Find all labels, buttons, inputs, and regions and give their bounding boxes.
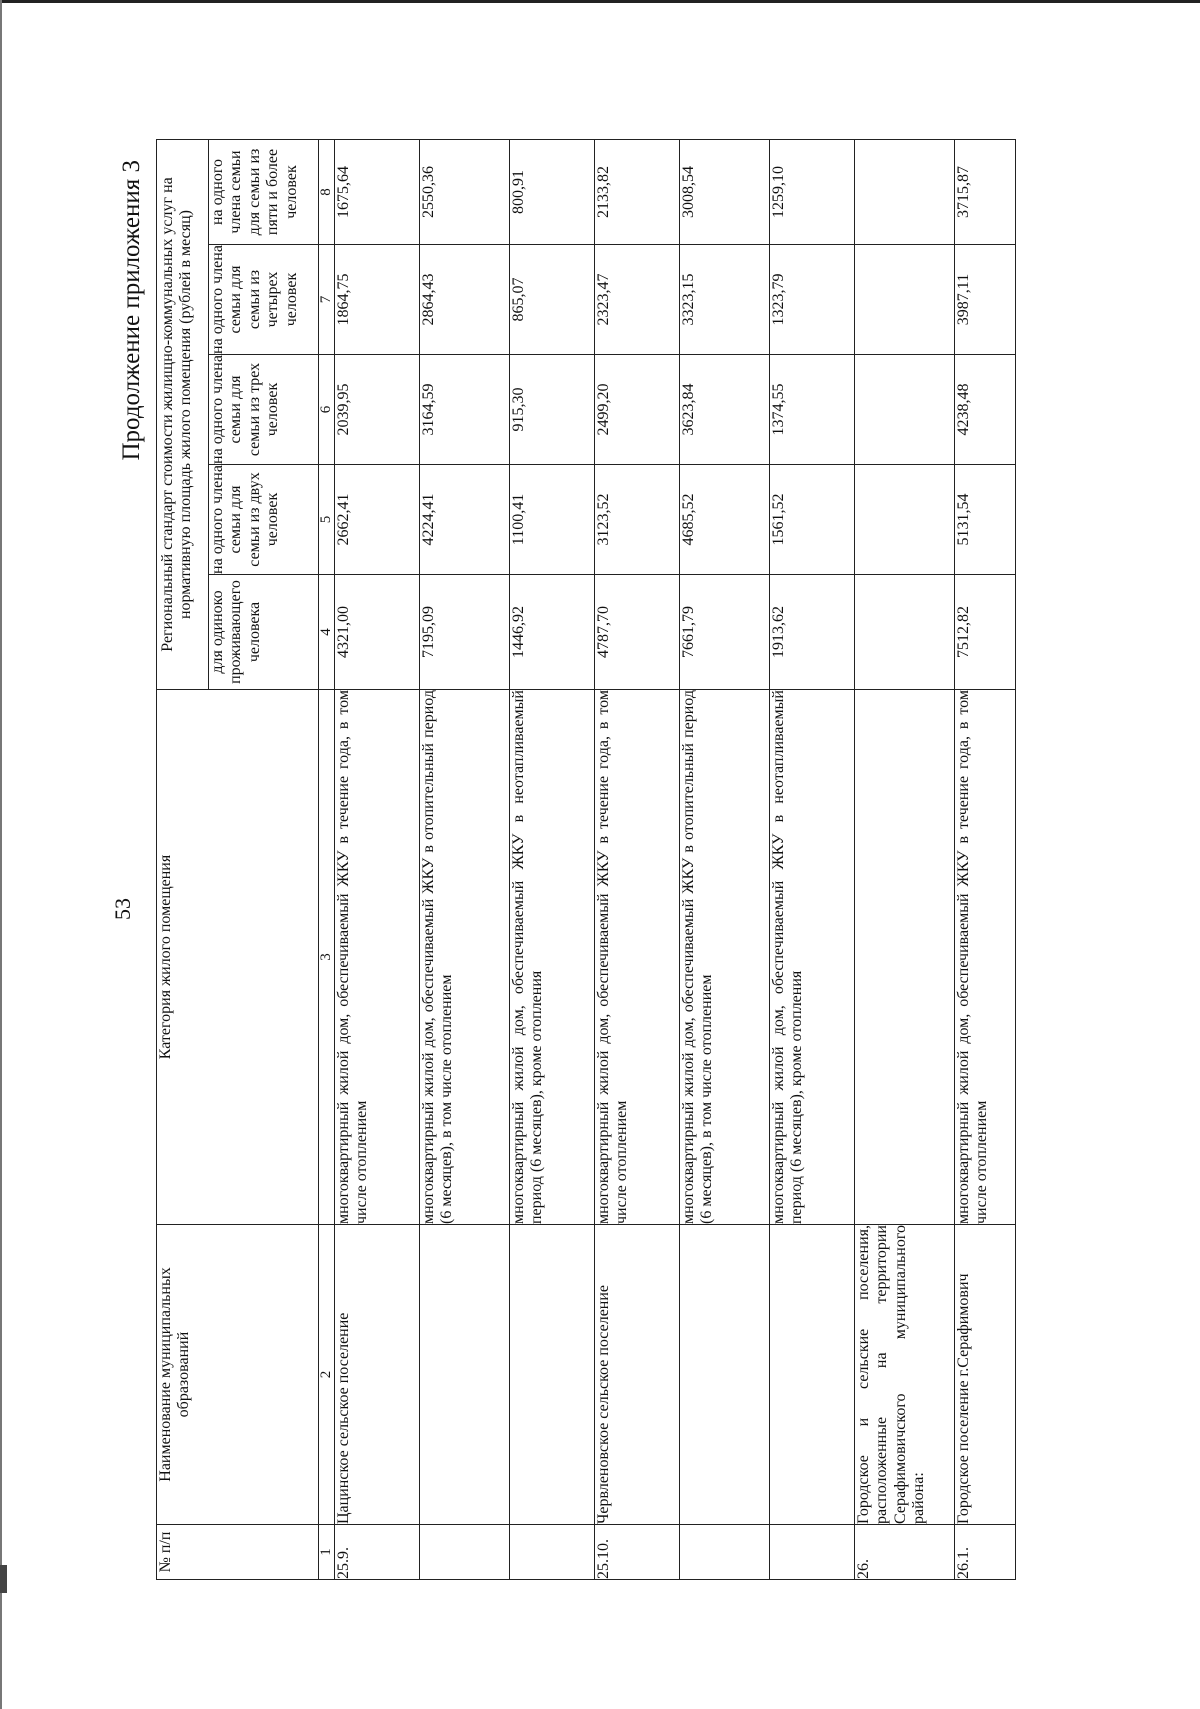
header-standard: Региональный стандарт стоимости жилищно-коммунальных услуг на нормативную площадь жилого помещения (рублей в месяц) (157, 140, 209, 690)
row-number (420, 1525, 510, 1580)
value-four: 3987,11 (955, 245, 1016, 355)
scan-mark (0, 1565, 7, 1593)
value-two: 5131,54 (955, 465, 1016, 575)
table-row (595, 140, 680, 1580)
housing-category: многоквартирный жилой дом, обеспечиваемый ЖКУ в неотапливаемый период (6 месяцев), кроме отопления (770, 690, 855, 1225)
continuation-title: Продолжение приложения 3 (118, 160, 145, 461)
municipality-name (510, 1225, 595, 1525)
col-number: 5 (319, 465, 335, 575)
col-number: 1 (319, 1525, 335, 1580)
row-number (770, 1525, 855, 1580)
row-number: 26.1. (955, 1525, 1016, 1580)
value-two: 4224,41 (420, 465, 510, 575)
municipality-name: Городское поселение г.Серафимович (955, 1225, 1016, 1525)
value-single: 7195,09 (420, 575, 510, 690)
value-five: 1259,10 (770, 140, 855, 245)
col-number: 6 (319, 355, 335, 465)
housing-category: многоквартирный жилой дом, обеспечиваемый ЖКУ в отопительный период (6 месяцев), в том числе отоплением (420, 690, 510, 1225)
housing-category: многоквартирный жилой дом, обеспечиваемый ЖКУ в течение года, в том числе отоплением (955, 690, 1016, 1225)
row-number: 26. (855, 1525, 955, 1580)
col-number: 8 (319, 140, 335, 245)
value-four: 2323,47 (595, 245, 680, 355)
value-three: 4238,48 (955, 355, 1016, 465)
housing-category (855, 690, 955, 1225)
housing-category: многоквартирный жилой дом, обеспечиваемый ЖКУ в неотапливаемый период (6 месяцев), кроме отопления (510, 690, 595, 1225)
municipality-name (680, 1225, 770, 1525)
value-five: 2133,82 (595, 140, 680, 245)
row-number: 25.9. (335, 1525, 420, 1580)
col-number: 2 (319, 1225, 335, 1525)
value-three: 2499,20 (595, 355, 680, 465)
value-single: 4321,00 (335, 575, 420, 690)
value-five: 2550,36 (420, 140, 510, 245)
value-five: 1675,64 (335, 140, 420, 245)
value-five: 3008,54 (680, 140, 770, 245)
value-four: 1323,79 (770, 245, 855, 355)
value-four: 3323,15 (680, 245, 770, 355)
rotated-page (90, 140, 1120, 1620)
value-three: 3623,84 (680, 355, 770, 465)
value-three: 1374,55 (770, 355, 855, 465)
table-row (680, 140, 770, 1580)
header-no: № п/п (157, 1525, 319, 1580)
row-number (680, 1525, 770, 1580)
header-sub-two: на одного члена семьи для семьи из двух человек (209, 465, 319, 575)
value-four (855, 245, 955, 355)
value-three: 2039,95 (335, 355, 420, 465)
value-single (855, 575, 955, 690)
municipality-name: Цацинское сельское поселение (335, 1225, 420, 1525)
table-row (855, 140, 955, 1580)
table-row (335, 140, 420, 1580)
tariff-table (156, 139, 1016, 1580)
table-row (420, 140, 510, 1580)
value-single: 1446,92 (510, 575, 595, 690)
header-category: Категория жилого помещения (157, 690, 319, 1225)
value-single: 7512,82 (955, 575, 1016, 690)
value-three (855, 355, 955, 465)
value-four: 2864,43 (420, 245, 510, 355)
value-single: 1913,62 (770, 575, 855, 690)
value-two (855, 465, 955, 575)
table-row (955, 140, 1016, 1580)
value-single: 7661,79 (680, 575, 770, 690)
housing-category: многоквартирный жилой дом, обеспечиваемый ЖКУ в течение года, в том числе отоплением (595, 690, 680, 1225)
col-number: 7 (319, 245, 335, 355)
value-four: 865,07 (510, 245, 595, 355)
header-sub-four: на одного члена семьи для семьи из четырех человек (209, 245, 319, 355)
scan-edge-left (0, 0, 2, 1709)
value-four: 1864,75 (335, 245, 420, 355)
page-number: 53 (110, 898, 135, 920)
row-number (510, 1525, 595, 1580)
municipality-name: Городское и сельские поселения, расположенные на территории Серафимовичского муниципального района: (855, 1225, 955, 1525)
scan-edge-top (0, 0, 1200, 3)
value-three: 3164,59 (420, 355, 510, 465)
value-two: 3123,52 (595, 465, 680, 575)
header-sub-five: на одного члена семьи для семьи из пяти и более человек (209, 140, 319, 245)
municipality-name: Червленовское сельское поселение (595, 1225, 680, 1525)
col-number: 4 (319, 575, 335, 690)
header-municipality: Наименование муниципальных образований (157, 1225, 319, 1525)
value-two: 1561,52 (770, 465, 855, 575)
value-five (855, 140, 955, 245)
value-two: 1100,41 (510, 465, 595, 575)
housing-category: многоквартирный жилой дом, обеспечиваемый ЖКУ в течение года, в том числе отоплением (335, 690, 420, 1225)
municipality-name (420, 1225, 510, 1525)
table-row (770, 140, 855, 1580)
value-single: 4787,70 (595, 575, 680, 690)
value-three: 915,30 (510, 355, 595, 465)
value-two: 2662,41 (335, 465, 420, 575)
municipality-name (770, 1225, 855, 1525)
housing-category: многоквартирный жилой дом, обеспечиваемый ЖКУ в отопительный период (6 месяцев), в том числе отоплением (680, 690, 770, 1225)
col-number: 3 (319, 690, 335, 1225)
value-two: 4685,52 (680, 465, 770, 575)
table-row (510, 140, 595, 1580)
row-number: 25.10. (595, 1525, 680, 1580)
header-sub-single: для одиноко проживающего человека (209, 575, 319, 690)
header-sub-three: на одного члена семьи для семьи из трех человек (209, 355, 319, 465)
value-five: 800,91 (510, 140, 595, 245)
value-five: 3715,87 (955, 140, 1016, 245)
